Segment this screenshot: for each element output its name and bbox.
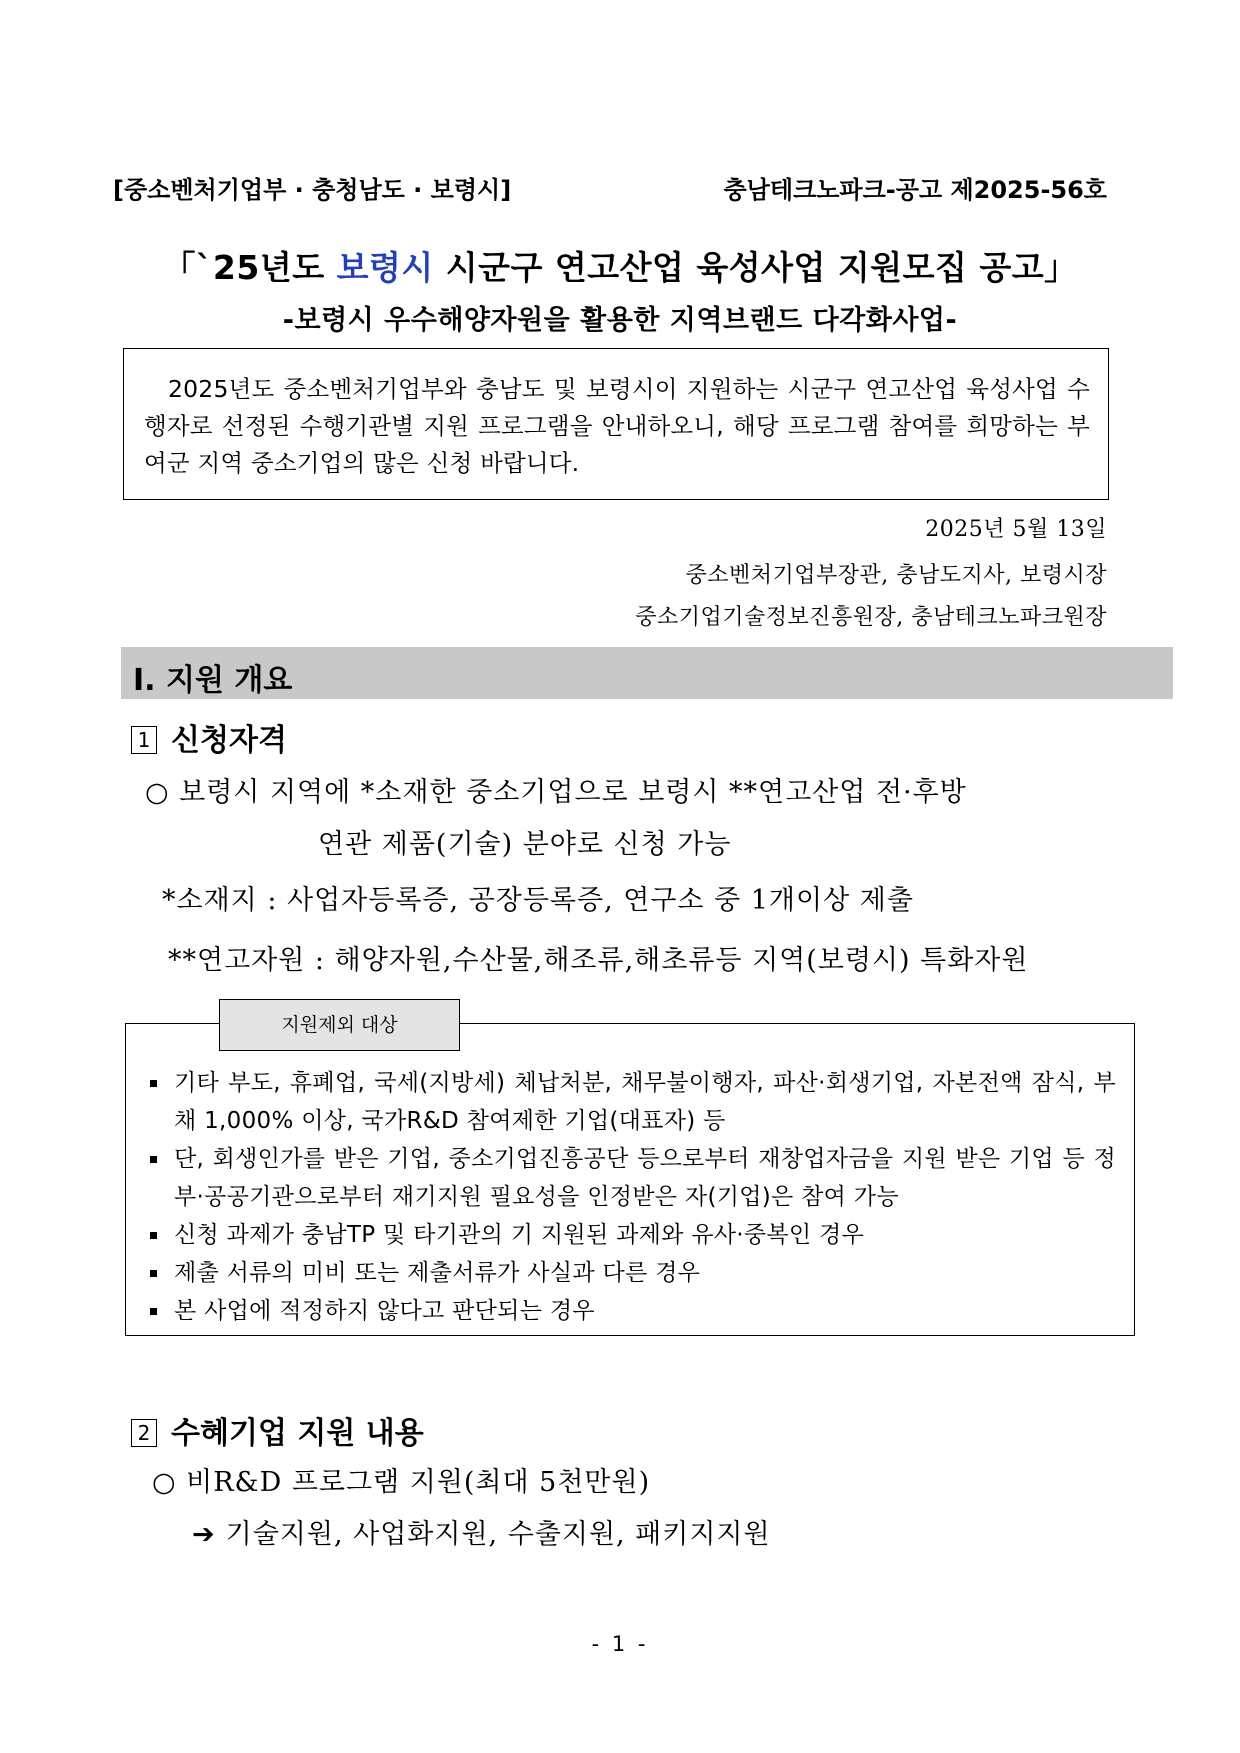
exclusion-label: 지원제외 대상: [219, 999, 460, 1051]
eligibility-main-continued: 연관 제품(기술) 분야로 신청 가능: [318, 829, 732, 860]
header-notice-number: 충남테크노파크-공고 제2025-56호: [723, 176, 1107, 204]
exclusion-item: 신청 과제가 충남TP 및 타기관의 기 지원된 과제와 유사·중복인 경우: [148, 1216, 1116, 1254]
subsection-title: 신청자격: [171, 723, 287, 758]
title-suffix: 시군구 연고산업 육성사업 지원모집 공고」: [433, 248, 1078, 287]
support-main: ○ 비R&D 프로그램 지원(최대 5천만원): [152, 1467, 651, 1498]
support-detail: [192, 1512, 771, 1551]
subsection-number-box: 1: [131, 726, 157, 754]
intro-box: [123, 348, 1109, 500]
arrow-right-icon: ➔: [192, 1519, 216, 1550]
title-prefix: 「`25년도: [162, 248, 337, 287]
signer-line-2: 중소기업기술정보진흥원장, 충남테크노파크원장: [635, 605, 1107, 630]
section-header-bar: [121, 647, 1173, 699]
subsection-support: [131, 1408, 424, 1452]
eligibility-main: ○ 보령시 지역에 *소재한 중소기업으로 보령시 **연고산업 전·후방: [145, 777, 967, 808]
exclusion-box: [125, 1023, 1135, 1336]
title-highlight: 보령시: [336, 248, 434, 287]
eligibility-note-location: *소재지 : 사업자등록증, 공장등록증, 연구소 중 1개이상 제출: [162, 885, 914, 916]
exclusion-item: 단, 회생인가를 받은 기업, 중소기업진흥공단 등으로부터 재창업자금을 지원 받은 기업 등 정부·공공기관으로부터 재기지원 필요성을 인정받은 자(기업)은 참여 가능: [148, 1140, 1116, 1216]
section-title: Ⅰ. 지원 개요: [133, 663, 293, 698]
exclusion-item: 제출 서류의 미비 또는 제출서류가 사실과 다른 경우: [148, 1254, 1116, 1292]
exclusion-list: [148, 1064, 1116, 1330]
notice-date: 2025년 5월 13일: [925, 517, 1107, 542]
subsection-eligibility: [131, 715, 287, 759]
intro-text: 2025년도 중소벤처기업부와 충남도 및 보령시이 지원하는 시군구 연고산업 육성사업 수행자로 선정된 수행기관별 지원 프로그램을 안내하오니, 해당 프로그램 참여를 희망하는 부여군 지역 중소기업의 많은 신청 바랍니다.: [144, 375, 1090, 477]
subsection-title: 수혜기업 지원 내용: [171, 1416, 424, 1451]
header-issuers: [중소벤처기업부 · 충청남도 · 보령시]: [113, 176, 512, 204]
page-number: - 1 -: [591, 1632, 649, 1656]
exclusion-item: 본 사업에 적정하지 않다고 판단되는 경우: [148, 1292, 1116, 1330]
signer-line-1: 중소벤처기업부장관, 충남도지사, 보령시장: [685, 563, 1107, 588]
eligibility-note-resources: **연고자원 : 해양자원,수산물,해조류,해초류등 지역(보령시) 특화자원: [168, 945, 1029, 976]
document-title: [0, 242, 1240, 289]
document-subtitle: -보령시 우수해양자원을 활용한 지역브랜드 다각화사업-: [282, 305, 958, 336]
subsection-number-box: 2: [131, 1419, 157, 1447]
support-detail-text: 기술지원, 사업화지원, 수출지원, 패키지지원: [225, 1519, 771, 1550]
exclusion-item: 기타 부도, 휴폐업, 국세(지방세) 체납처분, 채무불이행자, 파산·회생기업, 자본전액 잠식, 부채 1,000% 이상, 국가R&D 참여제한 기업(대표자) 등: [148, 1064, 1116, 1140]
